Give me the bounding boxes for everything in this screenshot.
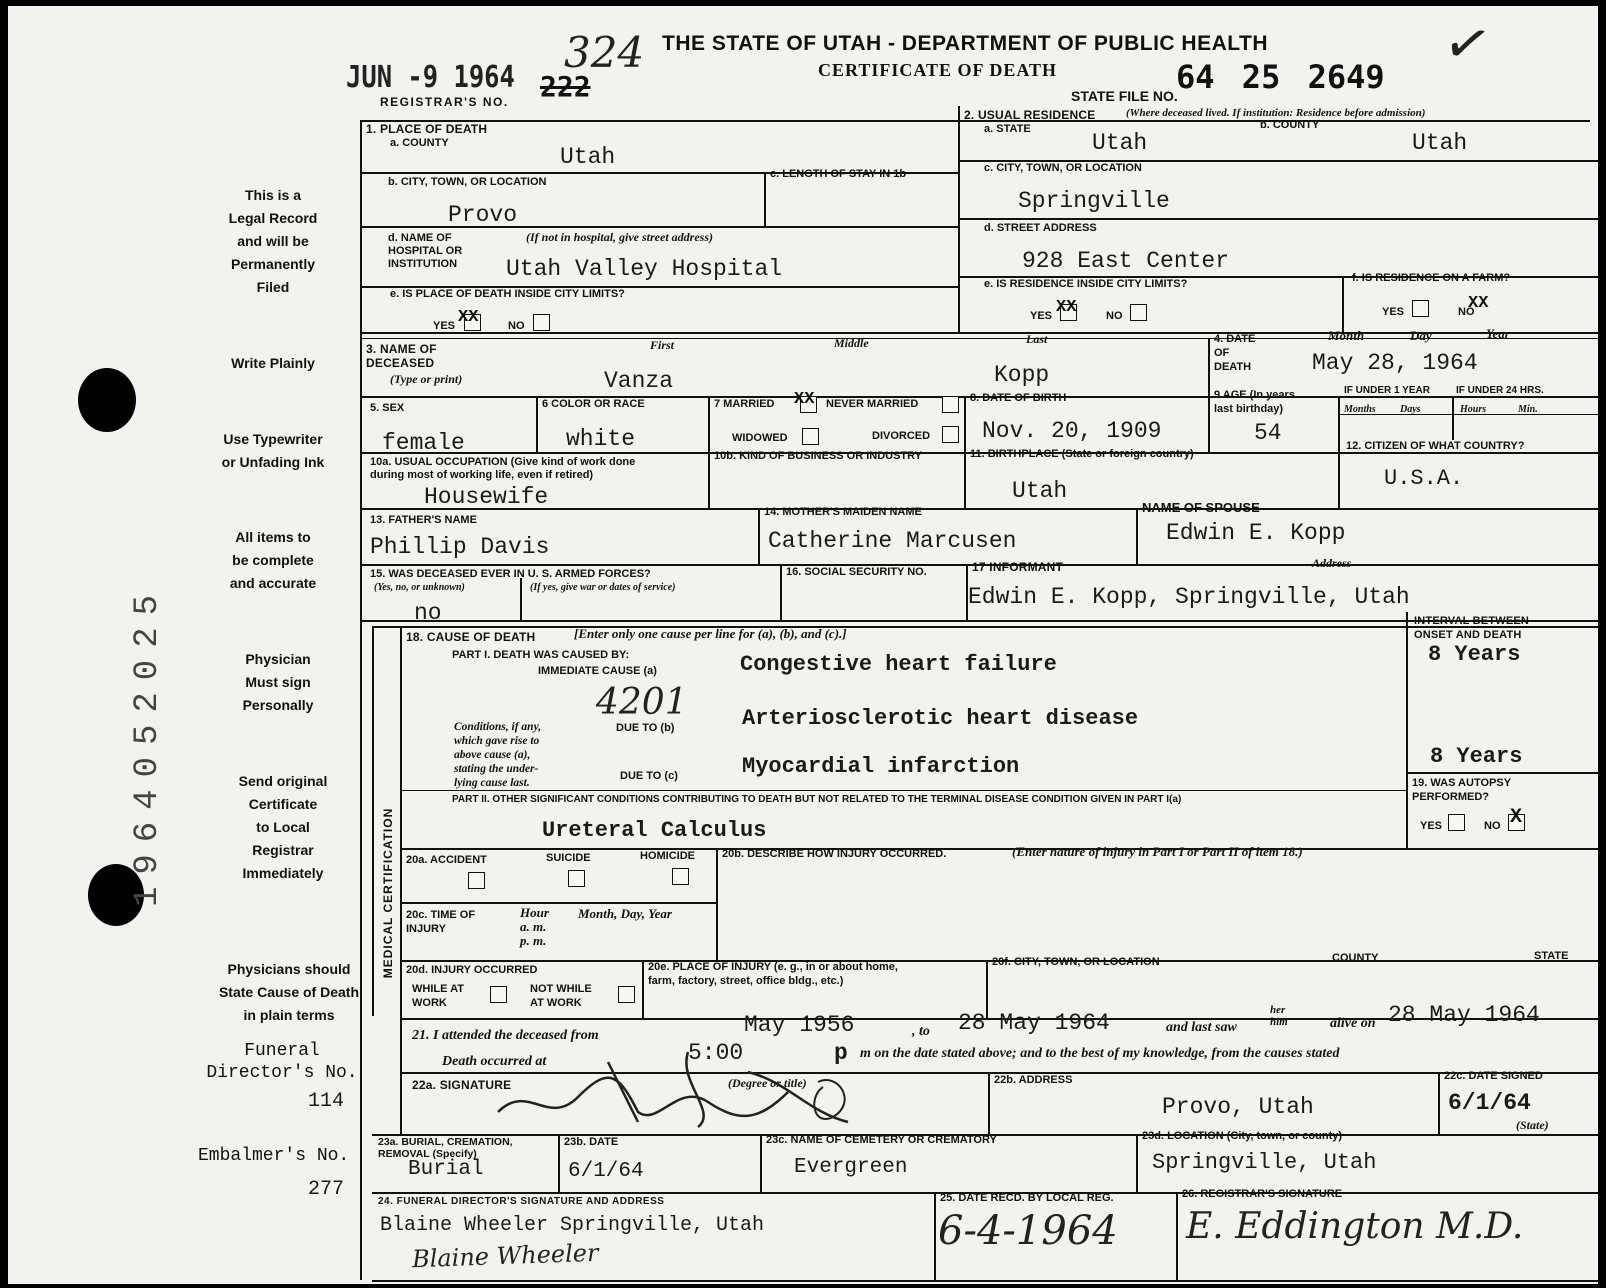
last-saw-label: and last saw <box>1166 1020 1237 1035</box>
state-note: (State) <box>1516 1118 1549 1132</box>
accident-label: 20a. ACCIDENT <box>406 854 487 866</box>
pod-hospital-label: d. NAME OF HOSPITAL OR INSTITUTION <box>388 232 463 270</box>
autopsy-mark: X <box>1510 806 1523 829</box>
res-yes-mark: XX <box>1056 298 1077 317</box>
registrar-signature: E. Eddington M.D. <box>1186 1206 1524 1247</box>
interval-c: 8 Years <box>1430 744 1523 769</box>
age: 54 <box>1254 420 1282 446</box>
accident-checkbox[interactable] <box>468 872 485 889</box>
never-married-checkbox[interactable] <box>942 396 959 413</box>
hours-label: Hours <box>1460 404 1487 415</box>
deceased-last: Kopp <box>994 362 1050 388</box>
interval-a: 8 Years <box>1428 642 1521 667</box>
month-label: Month <box>1328 328 1365 343</box>
registrars-no-struck: 222 <box>540 70 591 103</box>
due-c: Myocardial infarction <box>742 754 1020 779</box>
date-of-death-label: 4. DATE OF DEATH <box>1214 333 1256 373</box>
pod-stay-label: c. LENGTH OF STAY IN 1b <box>770 168 907 180</box>
registrars-no: 324 <box>564 28 645 77</box>
days-label: Days <box>1400 404 1421 415</box>
while-at-work-label: WHILE AT WORK <box>412 983 464 1009</box>
state-file-label: STATE FILE NO. <box>1071 88 1178 104</box>
res-state: Utah <box>1092 130 1148 156</box>
res-inside-label: e. IS RESIDENCE INSIDE CITY LIMITS? <box>984 278 1188 290</box>
alive-on: 28 May 1964 <box>1388 1002 1540 1028</box>
autopsy-yes-label: YES <box>1420 820 1443 832</box>
pod-hospital: Utah Valley Hospital <box>506 256 783 282</box>
ssn-label: 16. SOCIAL SECURITY NO. <box>786 566 927 578</box>
alive-on-label: alive on <box>1330 1016 1376 1031</box>
conditions-label: Conditions, if any, which gave rise to above cause (a), stating the under- lying cause last. <box>454 721 542 789</box>
mother: Catherine Marcusen <box>768 528 1017 554</box>
homicide-label: HOMICIDE <box>640 850 695 862</box>
autopsy-label: 19. WAS AUTOPSY PERFORMED? <box>1412 777 1512 803</box>
physician-address: Provo, Utah <box>1162 1094 1314 1120</box>
res-street: 928 East Center <box>1022 248 1230 274</box>
year-label: Year <box>1486 326 1510 341</box>
form-title: THE STATE OF UTAH - DEPARTMENT OF PUBLIC HEALTH <box>662 32 1269 55</box>
citizen-label: 12. CITIZEN OF WHAT COUNTRY? <box>1346 440 1525 452</box>
time-of-injury-label: 20c. TIME OF INJURY <box>406 909 476 935</box>
burial-date: 6/1/64 <box>568 1160 644 1183</box>
signature-label: 22a. SIGNATURE <box>412 1078 512 1092</box>
occupation-label: 10a. USUAL OCCUPATION (Give kind of work done during most of working life, even if retired) <box>370 456 636 481</box>
armed-note-2: (If yes, give war or dates of service) <box>530 582 676 593</box>
sidebar-legal-record: This is a Legal Record and will be Permanently Filed <box>228 187 318 295</box>
burial-location: Springville, Utah <box>1152 1150 1377 1175</box>
due-b: Arteriosclerotic heart disease <box>742 706 1139 731</box>
sidebar-funeral-no: 114 <box>308 1090 345 1113</box>
injury-city-label: 20f. CITY, TOWN, OR LOCATION <box>992 956 1160 968</box>
death-rest: m on the date stated above; and to the best of my knowledge, from the causes stated <box>860 1046 1340 1061</box>
cemetery: Evergreen <box>794 1156 908 1179</box>
sex-label: 5. SEX <box>370 402 405 414</box>
divorced-checkbox[interactable] <box>942 426 959 443</box>
place-of-injury-label: 20e. PLACE OF INJURY (e. g., in or about home, farm, factory, street, office bldg., etc.) <box>648 961 898 987</box>
attended-label: 21. I attended the deceased from <box>412 1028 599 1043</box>
sidebar-funeral-label: Funeral Director's No. <box>206 1041 358 1083</box>
day-label: Day <box>1410 328 1432 343</box>
cause-label: 18. CAUSE OF DEATH <box>406 630 536 644</box>
pod-no-label: NO <box>508 320 525 332</box>
funeral-director-signature: Blaine Wheeler <box>411 1238 599 1274</box>
spouse-label: NAME OF SPOUSE <box>1142 500 1260 515</box>
citizen: U.S.A. <box>1384 466 1464 491</box>
burial: Burial <box>408 1158 484 1181</box>
attended-to: 28 May 1964 <box>958 1010 1110 1036</box>
res-county-label: b. COUNTY <box>1260 119 1320 131</box>
widowed-checkbox[interactable] <box>802 428 819 445</box>
while-at-work-checkbox[interactable] <box>490 986 507 1003</box>
under-24-hrs-label: IF UNDER 24 HRS. <box>1456 385 1544 396</box>
birthplace-label: 11. BIRTHPLACE (State or foreign country) <box>970 448 1194 460</box>
farm-yes-label: YES <box>1382 306 1405 318</box>
pod-city: Provo <box>448 202 518 228</box>
dob: Nov. 20, 1909 <box>982 418 1162 444</box>
injury-state-label: STATE <box>1534 950 1569 962</box>
never-married-label: NEVER MARRIED <box>826 398 919 410</box>
describe-label: 20b. DESCRIBE HOW INJURY OCCURRED. <box>722 848 947 860</box>
deceased-first: Vanza <box>604 368 674 394</box>
degree-label: (Degree or title) <box>728 1076 807 1090</box>
due-b-label: DUE TO (b) <box>616 722 675 734</box>
divorced-label: DIVORCED <box>872 430 931 442</box>
sidebar-all-items: All items to be complete and accurate <box>229 529 317 591</box>
pod-city-label: b. CITY, TOWN, OR LOCATION <box>388 176 547 188</box>
father-label: 13. FATHER'S NAME <box>370 514 477 526</box>
middle-label: Middle <box>834 336 869 350</box>
sidebar-state-cause: Physicians should State Cause of Death in plain terms <box>218 961 360 1023</box>
mdy-label: Month, Day, Year <box>578 906 672 921</box>
res-yes-label: YES <box>1030 310 1053 322</box>
sidebar-physician: Physician Must sign Personally <box>242 651 314 713</box>
sidebar-vertical-number: 1964052025 <box>129 582 167 908</box>
armed-forces: no <box>414 600 442 626</box>
autopsy-no-label: NO <box>1484 820 1501 832</box>
address-label: 22b. ADDRESS <box>994 1074 1073 1086</box>
under-1-year-label: IF UNDER 1 YEAR <box>1344 385 1430 396</box>
father: Phillip Davis <box>370 534 550 560</box>
hour-label: Hour a. m. p. m. <box>520 905 549 948</box>
burial-label: 23a. BURIAL, CREMATION, REMOVAL (Specify) <box>378 1136 513 1160</box>
death-pm: p <box>834 1040 848 1066</box>
res-county: Utah <box>1412 130 1468 156</box>
sidebar-embalmer-label: Embalmer's No. <box>198 1146 350 1166</box>
sex: female <box>382 430 465 456</box>
farm-no-label: NO <box>1458 306 1475 318</box>
informant-address-label: Address <box>1312 556 1352 570</box>
married-mark: XX <box>794 390 815 409</box>
form-subtitle: CERTIFICATE OF DEATH <box>818 60 1058 80</box>
immediate-label: IMMEDIATE CAUSE (a) <box>538 665 657 677</box>
sidebar-send-original: Send original Certificate to Local Registrar Immediately <box>238 773 328 881</box>
residence-label: 2. USUAL RESIDENCE <box>964 108 1096 122</box>
sidebar-write-plainly: Write Plainly <box>231 355 315 371</box>
pod-county-label: a. COUNTY <box>390 137 449 149</box>
physician-signature <box>488 1042 868 1132</box>
residence-note: (Where deceased lived. If institution: Residence before admission) <box>1126 107 1426 119</box>
sidebar-typewriter: Use Typewriter or Unfading Ink <box>221 431 325 470</box>
pod-hospital-note: (If not in hospital, give street address) <box>526 230 714 244</box>
certificate-page <box>8 6 1598 1284</box>
not-while-at-work-checkbox[interactable] <box>618 986 635 1003</box>
min-label: Min. <box>1518 404 1538 415</box>
date-signed: 6/1/64 <box>1448 1090 1531 1116</box>
spouse: Edwin E. Kopp <box>1166 520 1346 546</box>
describe-note: (Enter nature of injury in Part I or Part II of item 18.) <box>1012 844 1303 859</box>
informant-label: 17 INFORMANT <box>972 560 1064 574</box>
autopsy-yes-checkbox[interactable] <box>1448 814 1465 831</box>
pod-yes-mark: XX <box>458 308 479 327</box>
homicide-checkbox[interactable] <box>672 868 689 885</box>
last-label: Last <box>1026 332 1048 346</box>
injury-county-label: COUNTY <box>1332 952 1379 964</box>
widowed-label: WIDOWED <box>732 432 788 444</box>
part1-label: PART I. DEATH WAS CAUSED BY: <box>452 649 630 661</box>
due-c-label: DUE TO (c) <box>620 770 678 782</box>
res-city-label: c. CITY, TOWN, OR LOCATION <box>984 162 1142 174</box>
not-while-at-work-label: NOT WHILE AT WORK <box>530 983 592 1009</box>
armed-note-1: (Yes, no, or unknown) <box>374 582 465 593</box>
burial-date-label: 23b. DATE <box>564 1136 619 1148</box>
pod-no-checkbox[interactable] <box>533 314 550 331</box>
mother-label: 14. MOTHER'S MAIDEN NAME <box>764 506 922 518</box>
injury-occurred-label: 20d. INJURY OCCURRED <box>406 964 538 976</box>
death-occurred-label: Death occurred at <box>442 1054 547 1069</box>
cause-code: 4201 <box>596 682 688 723</box>
part2-label: PART II. OTHER SIGNIFICANT CONDITIONS CONTRIBUTING TO DEATH BUT NOT RELATED TO THE TERMINAL DISEASE CONDITION GIVEN IN PART I(a) <box>452 794 1182 805</box>
funeral-director-label: 24. FUNERAL DIRECTOR'S SIGNATURE AND ADDRESS <box>378 1196 665 1207</box>
farm-yes-checkbox[interactable] <box>1412 300 1429 317</box>
months-label: Months <box>1344 404 1376 415</box>
sidebar-embalmer-no: 277 <box>308 1178 345 1201</box>
burial-location-label: 23d. LOCATION (City, town, or county) <box>1142 1130 1343 1142</box>
date-of-death: May 28, 1964 <box>1312 350 1478 376</box>
date-signed-label: 22c. DATE SIGNED <box>1444 1070 1543 1082</box>
to-label: , to <box>912 1024 930 1039</box>
race: white <box>566 426 636 452</box>
married-label: 7 MARRIED <box>714 398 775 410</box>
pod-inside-label: e. IS PLACE OF DEATH INSIDE CITY LIMITS? <box>390 288 625 300</box>
business-label: 10b. KIND OF BUSINESS OR INDUSTRY <box>714 450 923 462</box>
age-label: 9 AGE (In years last birthday) <box>1214 389 1295 415</box>
birthplace: Utah <box>1012 478 1068 504</box>
suicide-label: SUICIDE <box>546 852 591 864</box>
check-mark: ✓ <box>1437 7 1498 82</box>
interval-label: INTERVAL BETWEEN ONSET AND DEATH <box>1414 615 1530 641</box>
deceased-type-note: (Type or print) <box>390 372 463 386</box>
race-label: 6 COLOR OR RACE <box>542 398 645 410</box>
registrar-signature-label: 26. REGISTRAR'S SIGNATURE <box>1182 1188 1343 1200</box>
pod-yes-label: YES <box>433 320 456 332</box>
first-label: First <box>650 338 675 352</box>
deceased-name-label: 3. NAME OF DECEASED <box>366 342 437 370</box>
part2: Ureteral Calculus <box>542 818 767 843</box>
cemetery-label: 23c. NAME OF CEMETERY OR CREMATORY <box>766 1134 997 1146</box>
date-recd: 6-4-1964 <box>938 1208 1118 1254</box>
occupation: Housewife <box>424 484 549 510</box>
res-no-label: NO <box>1106 310 1123 322</box>
funeral-director: Blaine Wheeler Springville, Utah <box>380 1214 765 1237</box>
armed-forces-label: 15. WAS DECEASED EVER IN U. S. ARMED FORCES? <box>370 568 651 580</box>
cause-instr: [Enter only one cause per line for (a), (b), and (c).] <box>574 626 847 641</box>
res-farm-label: f. IS RESIDENCE ON A FARM? <box>1352 272 1511 284</box>
pod-county: Utah <box>560 144 616 170</box>
place-of-death-label: 1. PLACE OF DEATH <box>366 122 488 136</box>
res-street-label: d. STREET ADDRESS <box>984 222 1097 234</box>
immediate-cause: Congestive heart failure <box>740 652 1057 677</box>
stamp-date: JUN -9 1964 <box>346 60 515 95</box>
registrars-no-label: REGISTRAR'S NO. <box>380 95 509 109</box>
informant: Edwin E. Kopp, Springville, Utah <box>968 584 1410 610</box>
death-time: 5:00 <box>688 1040 744 1066</box>
dob-label: 8. DATE OF BIRTH <box>970 392 1067 404</box>
state-file-no: 64 25 2649 <box>1176 58 1385 96</box>
res-state-label: a. STATE <box>984 123 1031 135</box>
attended-from: May 1956 <box>744 1012 855 1038</box>
punch-hole-top <box>78 368 136 432</box>
suicide-checkbox[interactable] <box>568 870 585 887</box>
res-city: Springville <box>1018 188 1170 214</box>
farm-no-mark: XX <box>1468 294 1489 313</box>
her-him: her him <box>1270 1004 1288 1028</box>
date-recd-label: 25. DATE RECD. BY LOCAL REG. <box>940 1192 1114 1204</box>
medical-certification-label: MEDICAL CERTIFICATION <box>381 807 395 979</box>
res-no-checkbox[interactable] <box>1130 304 1147 321</box>
